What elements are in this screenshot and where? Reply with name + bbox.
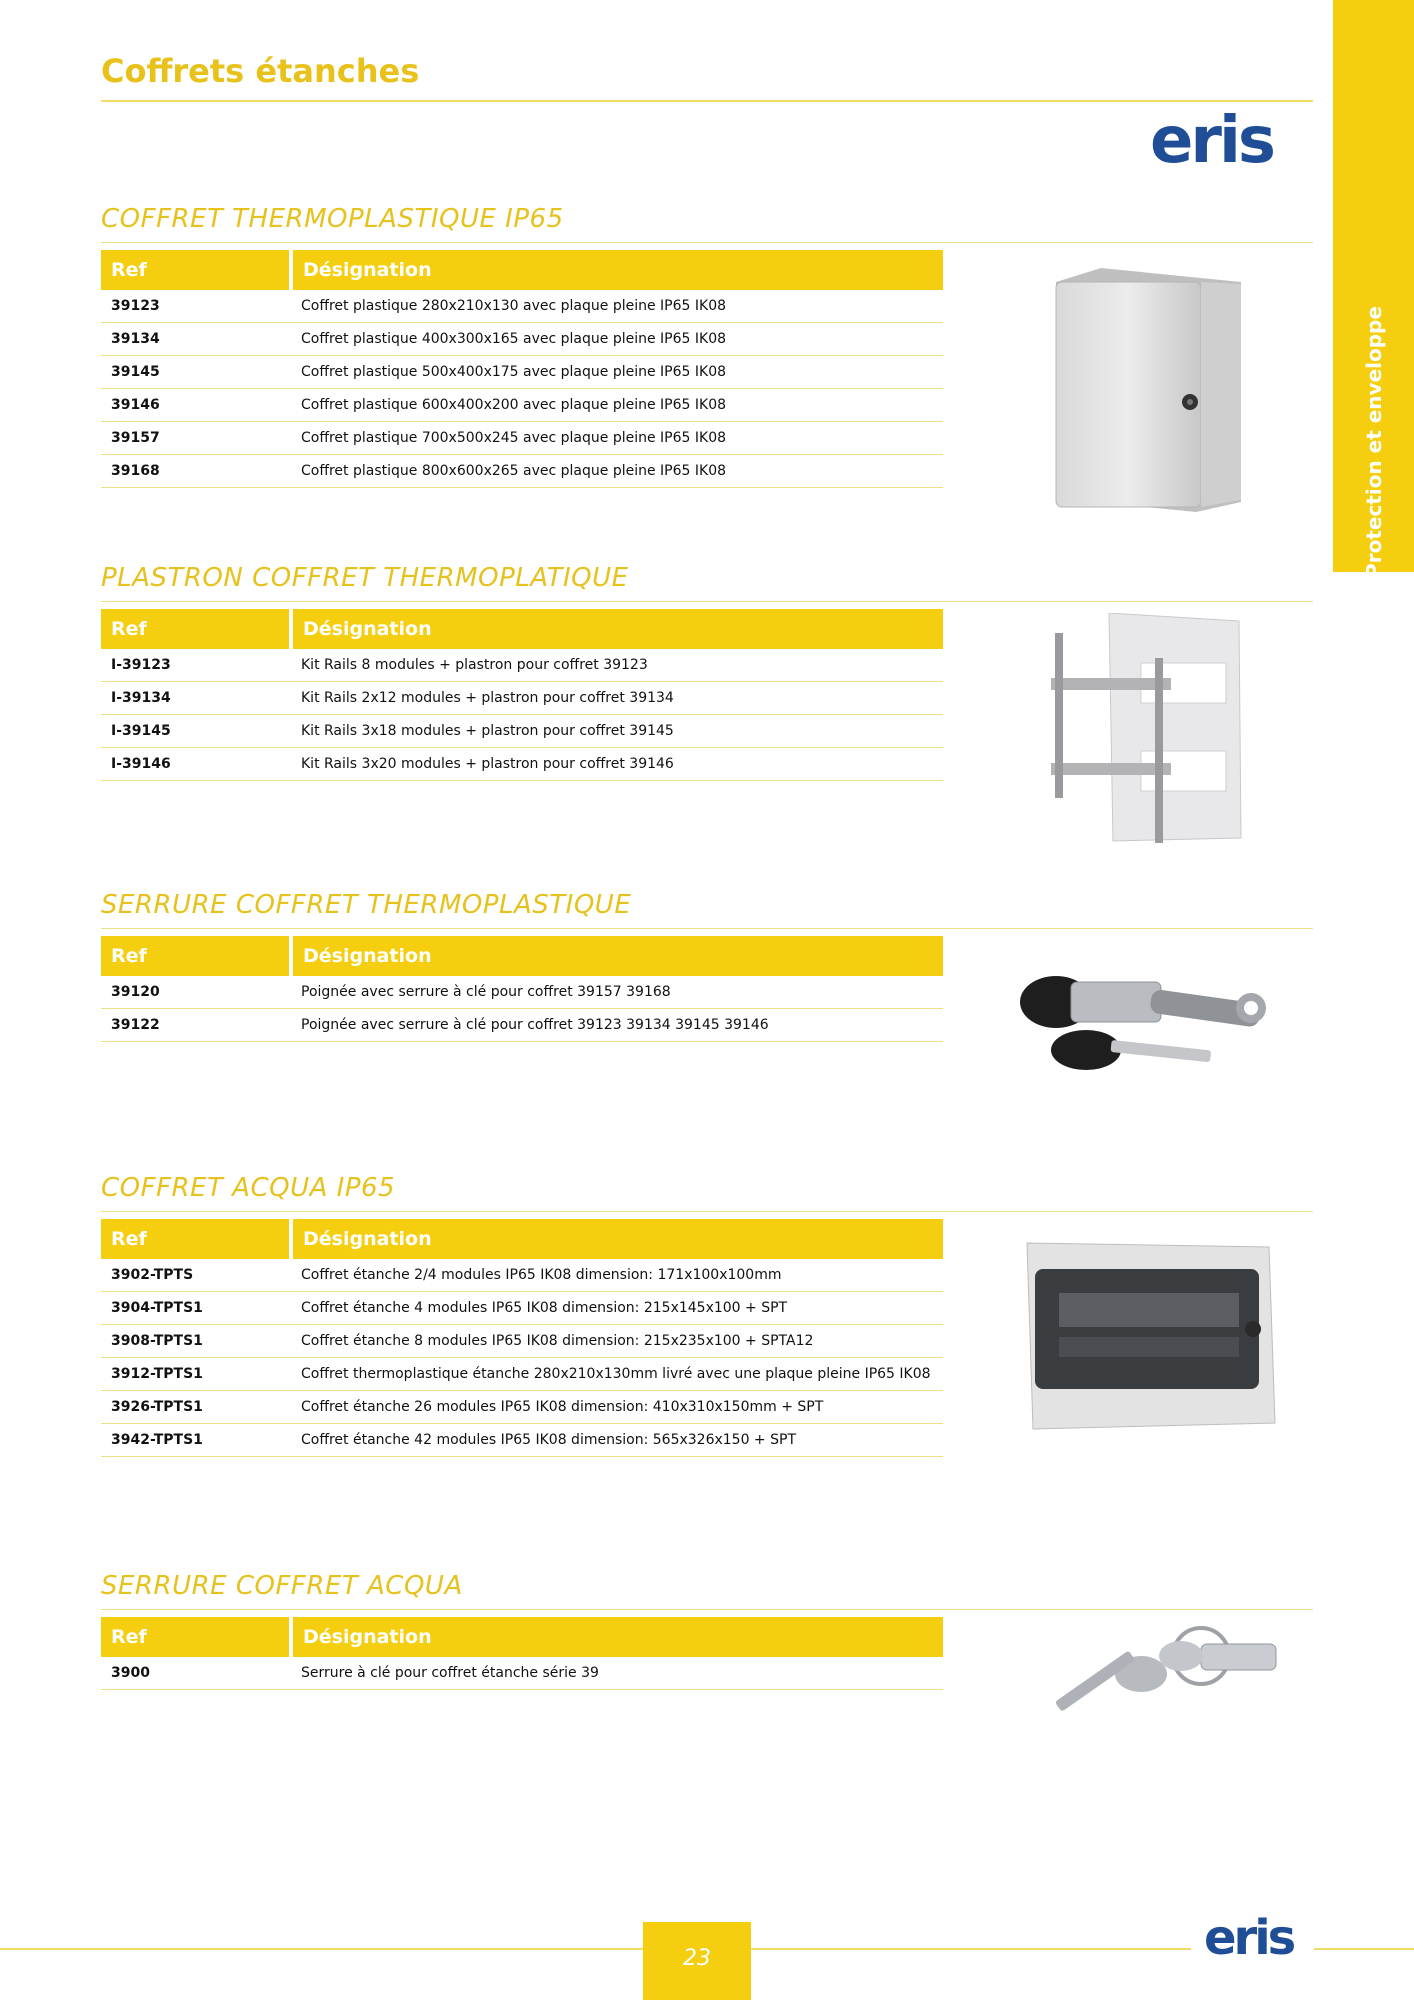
section-divider (101, 1609, 1313, 1610)
section-title: SERRURE COFFRET THERMOPLASTIQUE (101, 890, 632, 920)
section-coffret-thermoplastique (101, 204, 1313, 479)
table-row (101, 1325, 943, 1358)
side-category-tab (1333, 0, 1414, 578)
table-row (101, 682, 943, 715)
footer-brand-logo (1204, 1910, 1293, 1966)
table-header-row (101, 609, 943, 649)
product-table (101, 1219, 943, 1457)
plastic-enclosure-photo (1046, 262, 1246, 512)
table-row (101, 389, 943, 422)
ref-cell: 39157 (101, 422, 291, 455)
key-lock-photo (1031, 1616, 1281, 1746)
designation-cell: Serrure à clé pour coffret étanche série 39 (291, 1657, 943, 1690)
table-row (101, 1358, 943, 1391)
table-header-row (101, 1219, 943, 1259)
table-row (101, 1424, 943, 1457)
designation-cell: Coffret thermoplastique étanche 280x210x130mm livré avec une plaque pleine IP65 IK08 (291, 1358, 943, 1391)
section-divider (101, 601, 1313, 602)
designation-cell: Poignée avec serrure à clé pour coffret 39123 39134 39145 39146 (291, 1009, 943, 1042)
section-serrure-acqua (101, 1571, 1313, 1681)
brand-logo (1150, 104, 1273, 178)
ref-cell: 3926-TPTS1 (101, 1391, 291, 1424)
footer-rule-middle (751, 1948, 1191, 1950)
designation-cell: Coffret étanche 2/4 modules IP65 IK08 dimension: 171x100x100mm (291, 1259, 943, 1292)
footer-rule-left (0, 1948, 643, 1950)
ref-cell: 39134 (101, 323, 291, 356)
product-table (101, 1617, 943, 1690)
ref-cell: 39146 (101, 389, 291, 422)
ref-column-header: Ref (101, 1219, 291, 1259)
section-divider (101, 928, 1313, 929)
footer-rule-right (1314, 1948, 1414, 1950)
section-title: COFFRET THERMOPLASTIQUE IP65 (101, 204, 564, 234)
designation-cell: Coffret étanche 42 modules IP65 IK08 dimension: 565x326x150 + SPT (291, 1424, 943, 1457)
table-row (101, 1009, 943, 1042)
side-category-label: Protection et enveloppe (1361, 306, 1386, 578)
table-row (101, 1259, 943, 1292)
ref-column-header: Ref (101, 1617, 291, 1657)
acqua-enclosure-photo (1019, 1233, 1279, 1433)
table-header-row (101, 936, 943, 976)
designation-cell: Coffret plastique 700x500x245 avec plaque pleine IP65 IK08 (291, 422, 943, 455)
ref-cell: 39123 (101, 290, 291, 323)
table-row (101, 748, 943, 781)
title-divider (101, 100, 1313, 102)
din-rail-plate-photo (1051, 613, 1251, 845)
table-row (101, 1391, 943, 1424)
table-row (101, 455, 943, 488)
designation-column-header: Désignation (291, 936, 943, 976)
designation-cell: Coffret plastique 600x400x200 avec plaque pleine IP65 IK08 (291, 389, 943, 422)
handle-lock-photo (1011, 950, 1281, 1090)
section-title: COFFRET ACQUA IP65 (101, 1173, 396, 1203)
table-header-row (101, 250, 943, 290)
ref-cell: 39122 (101, 1009, 291, 1042)
table-row (101, 422, 943, 455)
ref-cell: I-39123 (101, 649, 291, 682)
table-row (101, 649, 943, 682)
table-row (101, 1657, 943, 1690)
ref-cell: 3912-TPTS1 (101, 1358, 291, 1391)
table-row (101, 290, 943, 323)
section-serrure-thermoplastique (101, 890, 1313, 1033)
ref-cell: 39120 (101, 976, 291, 1009)
designation-cell: Coffret plastique 800x600x265 avec plaque pleine IP65 IK08 (291, 455, 943, 488)
ref-cell: 3908-TPTS1 (101, 1325, 291, 1358)
page-title: Coffrets étanches (101, 52, 420, 90)
designation-column-header: Désignation (291, 609, 943, 649)
designation-cell: Kit Rails 3x18 modules + plastron pour coffret 39145 (291, 715, 943, 748)
section-divider (101, 242, 1313, 243)
designation-cell: Coffret plastique 500x400x175 avec plaque pleine IP65 IK08 (291, 356, 943, 389)
page-number: 23 (643, 1922, 751, 2000)
designation-cell: Coffret étanche 4 modules IP65 IK08 dimension: 215x145x100 + SPT (291, 1292, 943, 1325)
table-row (101, 1292, 943, 1325)
section-title: PLASTRON COFFRET THERMOPLATIQUE (101, 563, 629, 593)
brand-logo-wordmark: eris (1150, 104, 1273, 178)
product-table (101, 250, 943, 488)
ref-cell: I-39146 (101, 748, 291, 781)
table-row (101, 323, 943, 356)
section-title: SERRURE COFFRET ACQUA (101, 1571, 463, 1601)
designation-cell: Kit Rails 8 modules + plastron pour coffret 39123 (291, 649, 943, 682)
ref-cell: I-39145 (101, 715, 291, 748)
table-row (101, 715, 943, 748)
designation-cell: Poignée avec serrure à clé pour coffret 39157 39168 (291, 976, 943, 1009)
ref-column-header: Ref (101, 609, 291, 649)
designation-cell: Kit Rails 3x20 modules + plastron pour coffret 39146 (291, 748, 943, 781)
table-row (101, 976, 943, 1009)
designation-column-header: Désignation (291, 250, 943, 290)
designation-cell: Coffret étanche 8 modules IP65 IK08 dimension: 215x235x100 + SPTA12 (291, 1325, 943, 1358)
table-header-row (101, 1617, 943, 1657)
ref-column-header: Ref (101, 936, 291, 976)
section-coffret-acqua (101, 1173, 1313, 1448)
ref-cell: 3902-TPTS (101, 1259, 291, 1292)
ref-cell: 3900 (101, 1657, 291, 1690)
footer-brand-wordmark: eris (1204, 1910, 1294, 1966)
designation-cell: Coffret étanche 26 modules IP65 IK08 dimension: 410x310x150mm + SPT (291, 1391, 943, 1424)
ref-cell: 39145 (101, 356, 291, 389)
designation-cell: Kit Rails 2x12 modules + plastron pour coffret 39134 (291, 682, 943, 715)
product-table (101, 609, 943, 781)
designation-column-header: Désignation (291, 1617, 943, 1657)
ref-cell: 39168 (101, 455, 291, 488)
ref-column-header: Ref (101, 250, 291, 290)
table-row (101, 356, 943, 389)
product-table (101, 936, 943, 1042)
section-divider (101, 1211, 1313, 1212)
section-plastron (101, 563, 1313, 772)
ref-cell: 3904-TPTS1 (101, 1292, 291, 1325)
ref-cell: 3942-TPTS1 (101, 1424, 291, 1457)
designation-column-header: Désignation (291, 1219, 943, 1259)
designation-cell: Coffret plastique 400x300x165 avec plaque pleine IP65 IK08 (291, 323, 943, 356)
designation-cell: Coffret plastique 280x210x130 avec plaque pleine IP65 IK08 (291, 290, 943, 323)
ref-cell: I-39134 (101, 682, 291, 715)
